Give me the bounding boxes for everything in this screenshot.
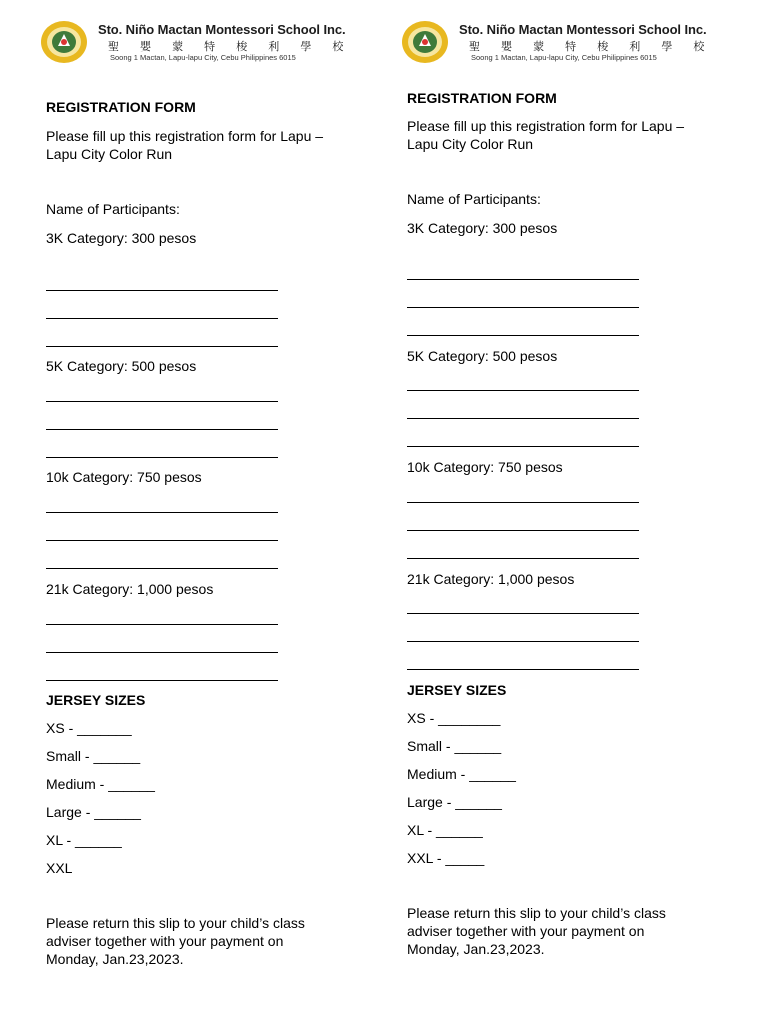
- name-line-21k-1: [46, 624, 278, 625]
- category-3k-label: 3K Category: 300 pesos: [407, 220, 558, 236]
- name-line-3k-2: [407, 307, 639, 308]
- name-line-3k-3: [407, 335, 639, 336]
- size-medium: Medium - ______: [407, 766, 516, 782]
- size-xxl: XXL: [46, 860, 73, 876]
- size-small: Small - ______: [46, 748, 141, 764]
- name-line-3k-1: [407, 279, 639, 280]
- form-title: REGISTRATION FORM: [46, 99, 196, 115]
- size-xs: XS - _______: [46, 720, 132, 736]
- category-21k-label: 21k Category: 1,000 pesos: [46, 581, 214, 597]
- school-logo-icon: [401, 20, 453, 64]
- name-line-10k-2: [407, 530, 639, 531]
- form-intro-line2: Lapu City Color Run: [46, 146, 173, 162]
- name-line-10k-1: [407, 502, 639, 503]
- size-xl: XL - ______: [46, 832, 122, 848]
- name-line-3k-3: [46, 346, 278, 347]
- name-line-21k-2: [407, 641, 639, 642]
- jersey-sizes-title: JERSEY SIZES: [46, 692, 146, 708]
- participants-label: Name of Participants:: [46, 201, 180, 217]
- form-intro-line1: Please fill up this registration form for Lapu –: [407, 118, 685, 134]
- name-line-21k-1: [407, 613, 639, 614]
- size-large: Large - ______: [407, 794, 502, 810]
- name-line-3k-1: [46, 290, 278, 291]
- school-name: Sto. Niño Mactan Montessori School Inc.: [459, 22, 707, 37]
- return-note-line1: Please return this slip to your child’s class: [407, 905, 666, 921]
- category-10k-label: 10k Category: 750 pesos: [46, 469, 202, 485]
- return-note-line2: adviser together with your payment on: [407, 923, 645, 939]
- form-intro-line1: Please fill up this registration form for Lapu –: [46, 128, 324, 144]
- name-line-10k-3: [407, 558, 639, 559]
- school-header: [40, 18, 360, 68]
- school-name: Sto. Niño Mactan Montessori School Inc.: [98, 22, 346, 37]
- name-line-3k-2: [46, 318, 278, 319]
- category-21k-label: 21k Category: 1,000 pesos: [407, 571, 575, 587]
- name-line-10k-1: [46, 512, 278, 513]
- name-line-21k-3: [46, 680, 278, 681]
- category-5k-label: 5K Category: 500 pesos: [407, 348, 558, 364]
- name-line-10k-3: [46, 568, 278, 569]
- size-small: Small - ______: [407, 738, 502, 754]
- school-chinese-name: 聖 嬰 蒙 特 梭 利 學 校: [108, 41, 353, 53]
- name-line-21k-3: [407, 669, 639, 670]
- school-chinese-name: 聖 嬰 蒙 特 梭 利 學 校: [469, 41, 714, 53]
- school-address: Soong 1 Mactan, Lapu-lapu City, Cebu Philippines 6015: [471, 53, 657, 62]
- school-header: [401, 18, 721, 68]
- size-xl: XL - ______: [407, 822, 483, 838]
- form-title: REGISTRATION FORM: [407, 90, 557, 106]
- name-line-5k-1: [407, 390, 639, 391]
- jersey-sizes-title: JERSEY SIZES: [407, 682, 507, 698]
- name-line-5k-1: [46, 401, 278, 402]
- return-note-line3: Monday, Jan.23,2023.: [407, 941, 545, 957]
- return-note-line3: Monday, Jan.23,2023.: [46, 951, 184, 967]
- category-3k-label: 3K Category: 300 pesos: [46, 230, 197, 246]
- size-medium: Medium - ______: [46, 776, 155, 792]
- size-xs: XS - ________: [407, 710, 501, 726]
- return-note-line2: adviser together with your payment on: [46, 933, 284, 949]
- form-intro-line2: Lapu City Color Run: [407, 136, 534, 152]
- name-line-10k-2: [46, 540, 278, 541]
- size-xxl: XXL - _____: [407, 850, 485, 866]
- name-line-5k-3: [46, 457, 278, 458]
- category-5k-label: 5K Category: 500 pesos: [46, 358, 197, 374]
- school-address: Soong 1 Mactan, Lapu-lapu City, Cebu Philippines 6015: [110, 53, 296, 62]
- school-logo-icon: [40, 20, 92, 64]
- size-large: Large - ______: [46, 804, 141, 820]
- category-10k-label: 10k Category: 750 pesos: [407, 459, 563, 475]
- name-line-5k-2: [46, 429, 278, 430]
- name-line-5k-2: [407, 418, 639, 419]
- name-line-5k-3: [407, 446, 639, 447]
- name-line-21k-2: [46, 652, 278, 653]
- return-note-line1: Please return this slip to your child’s class: [46, 915, 305, 931]
- participants-label: Name of Participants:: [407, 191, 541, 207]
